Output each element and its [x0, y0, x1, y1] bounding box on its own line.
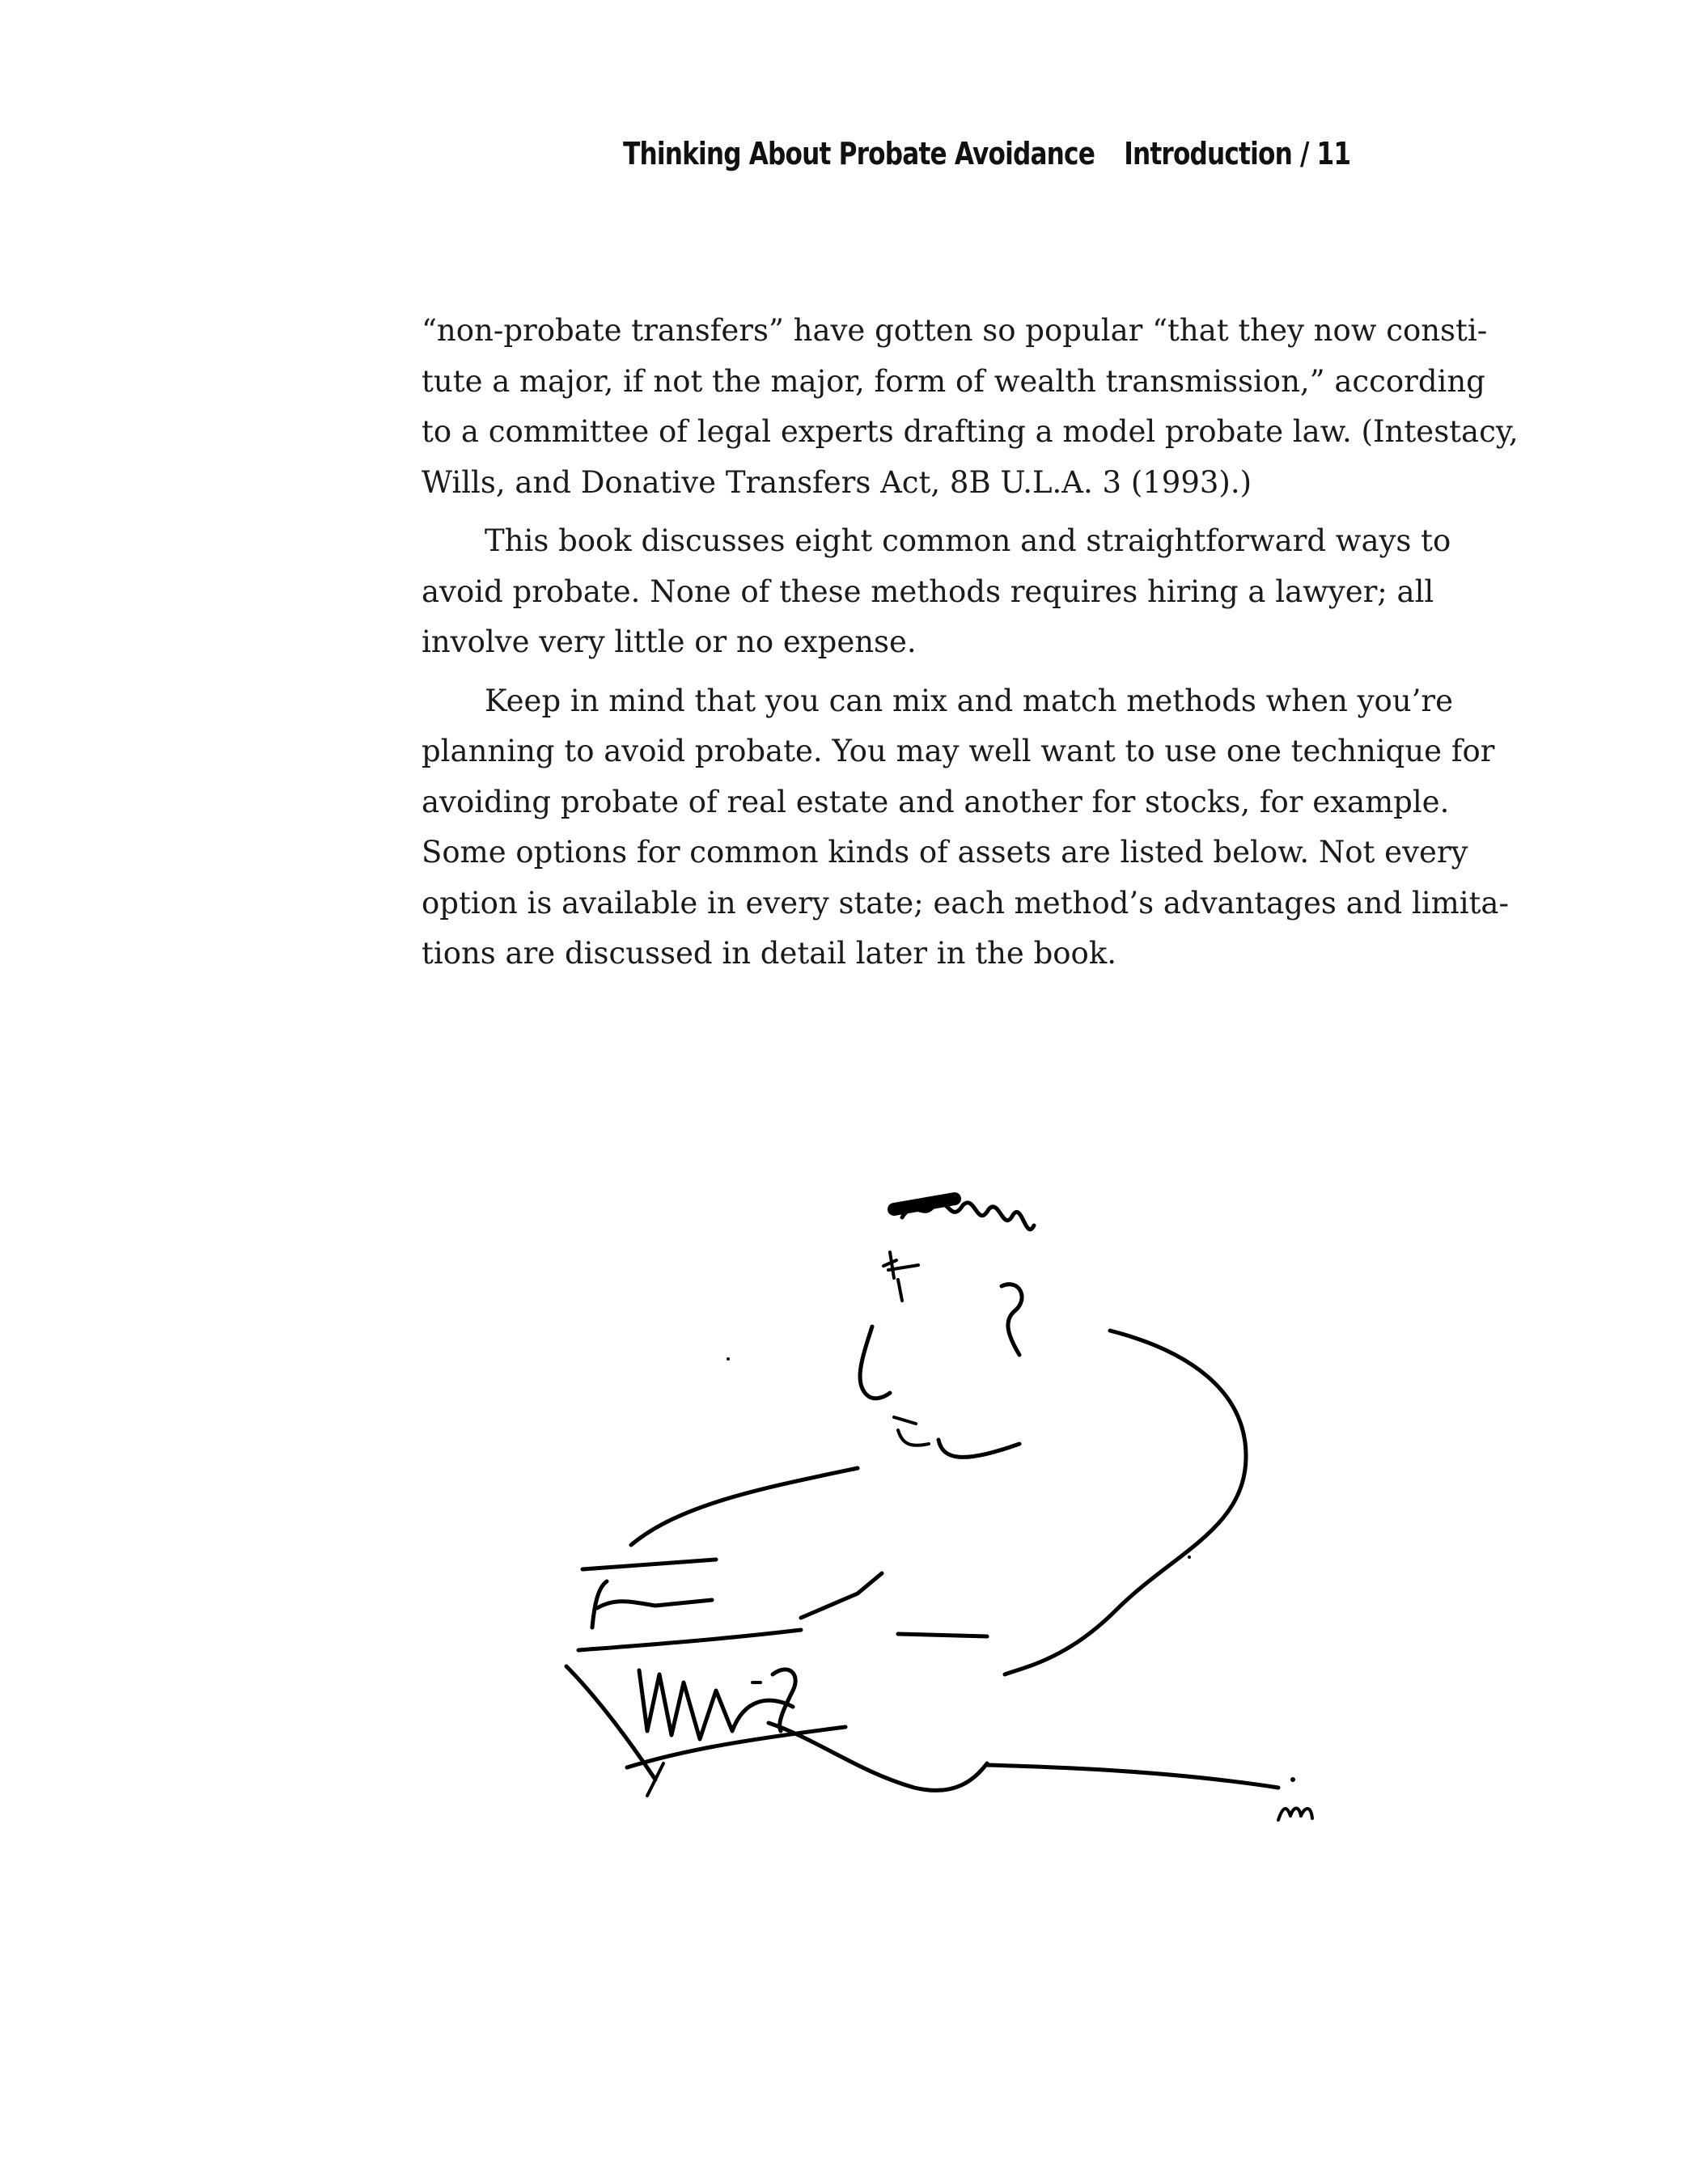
text-line: involve very little or no expense.: [422, 624, 917, 659]
text-line: tute a major, if not the major, form of wealth transmission,” according: [422, 363, 1485, 399]
text-line: option is available in every state; each method’s advantages and limita-: [422, 885, 1509, 921]
running-head: [421, 136, 1351, 184]
text-line: tions are discussed in detail later in the book.: [422, 936, 1117, 971]
text-line: avoiding probate of real estate and another for stocks, for example.: [422, 784, 1450, 819]
section-title: Thinking About Probate Avoidance: [623, 136, 1095, 171]
text-line: “non-probate transfers” have gotten so popular “that they now consti-: [422, 313, 1488, 348]
cartoon-man-writing-icon: [534, 1165, 1408, 1877]
text-line: Keep in mind that you can mix and match methods when you’re: [485, 683, 1453, 718]
text-line: planning to avoid probate. You may well want to use one technique for: [422, 734, 1495, 768]
body-text: [422, 306, 1519, 988]
paragraph-2: [422, 516, 1498, 668]
text-line: Some options for common kinds of assets are listed below. Not every: [422, 835, 1468, 870]
text-line: This book discusses eight common and straightforward ways to: [485, 523, 1451, 558]
paragraph-1: [422, 306, 1519, 508]
text-line: avoid probate. None of these methods requires hiring a lawyer; all: [422, 574, 1434, 609]
text-line: to a committee of legal experts drafting a model probate law. (Intestacy,: [422, 414, 1519, 449]
paragraph-3: [422, 676, 1509, 980]
page-number: Introduction / 11: [1124, 136, 1351, 171]
text-line: Wills, and Donative Transfers Act, 8B U.L.A. 3 (1993).): [422, 464, 1252, 500]
